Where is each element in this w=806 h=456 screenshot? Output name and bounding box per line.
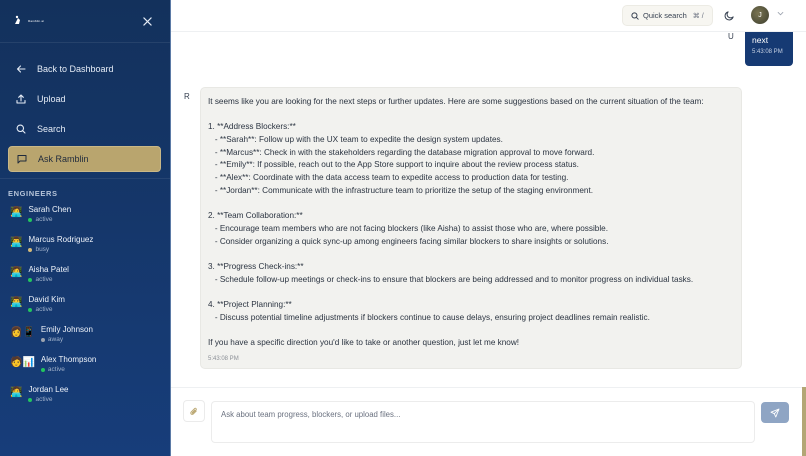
send-icon: [770, 408, 780, 418]
chat-messages: [171, 32, 806, 387]
message-line: - **Marcus**: Check in with the stakeholders regarding the database migration approval to move forward.: [208, 147, 595, 157]
search-icon: [15, 124, 27, 134]
message-line: [208, 198, 734, 211]
message-line: If you have a specific direction you'd like to take or another question, just let me know!: [208, 338, 520, 348]
sidebar: [0, 0, 171, 456]
message-line: - **Sarah**: Follow up with the UX team to expedite the design system updates.: [208, 135, 503, 145]
bot-message-avatar: R: [184, 92, 190, 101]
message-line: - Discuss potential timeline adjustments if blockers continue to cause delays, ensuring project deadlines remain realistic.: [208, 312, 650, 322]
status-text: active: [35, 276, 53, 283]
close-sidebar-button[interactable]: [140, 13, 154, 29]
engineer-status: [28, 395, 68, 405]
message-line: - Encourage team members who are not facing blockers (like Aisha) to assist those who are, where possible.: [208, 223, 609, 233]
logo[interactable]: [14, 15, 44, 28]
status-text: active: [35, 216, 53, 223]
engineer-item[interactable]: [10, 353, 170, 383]
message-composer: [171, 387, 806, 456]
engineer-item[interactable]: [10, 323, 170, 353]
engineer-status: [28, 245, 93, 255]
message-line: - Schedule follow-up meetings or check-ins to ensure that blockers are being addressed and to monitor progress on individual tasks.: [208, 274, 694, 284]
engineer-status: [28, 215, 71, 225]
avatar-initial: J: [758, 11, 762, 19]
nav-label: Upload: [37, 94, 66, 104]
nav-label: Search: [37, 124, 66, 134]
message-line: [208, 324, 734, 337]
top-bar: [171, 0, 806, 32]
status-text: away: [47, 336, 64, 343]
status-dot-icon: [41, 338, 45, 342]
message-line: - **Jordan**: Communicate with the infrastructure team to prioritize the setup of the staging environment.: [208, 185, 594, 195]
status-dot-icon: [28, 308, 32, 312]
nav-back-to-dashboard[interactable]: [8, 56, 161, 82]
shortcut-hint: ⌘ /: [692, 12, 704, 20]
message-line: - Consider organizing a quick sync-up among engineers facing similar blockers to share insights or solutions.: [208, 236, 609, 246]
message-line: 1. **Address Blockers:**: [208, 122, 296, 132]
engineer-name: Jordan Lee: [28, 385, 69, 394]
user-message-bubble: [745, 32, 793, 66]
attach-file-button[interactable]: [183, 400, 205, 422]
nav-ask-ramblin[interactable]: [8, 146, 161, 172]
engineer-list: [0, 203, 170, 413]
status-text: active: [47, 366, 65, 373]
engineer-status: [28, 275, 68, 285]
engineer-name: Aisha Patel: [28, 265, 69, 274]
engineers-section-title: ENGINEERS: [8, 189, 58, 198]
engineer-name: Marcus Rodriguez: [28, 235, 94, 244]
arrow-left-icon: [15, 64, 27, 74]
nav-label: Ask Ramblin: [38, 154, 89, 164]
nav-label: Back to Dashboard: [37, 64, 114, 74]
chevron-down-icon[interactable]: [777, 11, 784, 18]
theme-toggle-button[interactable]: [724, 8, 738, 22]
message-line: [208, 248, 734, 261]
user-avatar[interactable]: [751, 6, 769, 24]
message-line: 2. **Team Collaboration:**: [208, 211, 303, 221]
status-dot-icon: [28, 398, 32, 402]
avatar-emoji: 🧑‍💻: [10, 387, 23, 398]
status-dot-icon: [28, 218, 32, 222]
nav-upload[interactable]: [8, 86, 161, 112]
avatar-emoji: 👩‍💻: [10, 267, 23, 278]
x-icon: [143, 17, 152, 26]
avatar-emoji: 🧑📊: [10, 357, 35, 368]
engineer-item[interactable]: [10, 203, 170, 233]
logo-icon: [14, 15, 26, 28]
message-line: [208, 109, 734, 122]
bot-message-bubble: [200, 87, 742, 369]
message-line: 3. **Progress Check-ins:**: [208, 261, 304, 271]
scrollbar-thumb[interactable]: [802, 387, 806, 456]
search-icon: [631, 12, 639, 20]
avatar-emoji: 👨‍💻: [10, 237, 23, 248]
engineer-item[interactable]: [10, 263, 170, 293]
moon-icon: [724, 10, 735, 21]
engineer-name: Alex Thompson: [40, 355, 97, 364]
engineer-name: Emily Johnson: [40, 325, 93, 334]
message-line: [208, 286, 734, 299]
engineer-status: [28, 305, 64, 315]
quick-search-button[interactable]: [622, 5, 713, 26]
engineer-status: [41, 365, 96, 375]
status-dot-icon: [28, 278, 32, 282]
status-text: active: [35, 396, 53, 403]
avatar-emoji: 👩📱: [10, 327, 35, 338]
engineer-status: [41, 335, 93, 345]
status-dot-icon: [28, 248, 32, 252]
sidebar-header: [0, 0, 170, 43]
status-text: busy: [35, 246, 50, 253]
logo-wordmark: Ramblin.ai: [28, 19, 45, 23]
quick-search-label: Quick search: [643, 11, 687, 20]
engineer-name: Sarah Chen: [28, 205, 72, 214]
nav-search[interactable]: [8, 116, 161, 142]
user-message-avatar: U: [728, 32, 734, 41]
message-line: It seems like you are looking for the next steps or further updates. Here are some suggestions based on the current situation of the team:: [208, 97, 704, 106]
upload-icon: [15, 94, 27, 104]
avatar-emoji: 👨‍💻: [10, 297, 23, 308]
message-line: - **Emily**: If possible, reach out to the App Store support to inquire about the review process status.: [208, 160, 579, 170]
engineer-item[interactable]: [10, 383, 170, 413]
message-text: next: [752, 35, 769, 45]
engineer-item[interactable]: [10, 293, 170, 323]
message-timestamp: 5:43:08 PM: [208, 355, 239, 362]
status-dot-icon: [41, 368, 45, 372]
message-timestamp: 5:43:08 PM: [752, 49, 783, 55]
engineer-name: David Kim: [28, 295, 65, 304]
send-button[interactable]: [761, 402, 789, 423]
avatar-emoji: 👩‍💻: [10, 207, 23, 218]
sidebar-nav: [0, 43, 170, 172]
paperclip-icon: [189, 406, 199, 417]
engineer-item[interactable]: [10, 233, 170, 263]
message-line: 4. **Project Planning:**: [208, 300, 292, 309]
status-text: active: [35, 306, 53, 313]
message-square-icon: [16, 154, 28, 164]
chat-input[interactable]: [211, 401, 755, 443]
message-line: - **Alex**: Coordinate with the data access team to expedite access to production data for testing.: [208, 173, 569, 183]
